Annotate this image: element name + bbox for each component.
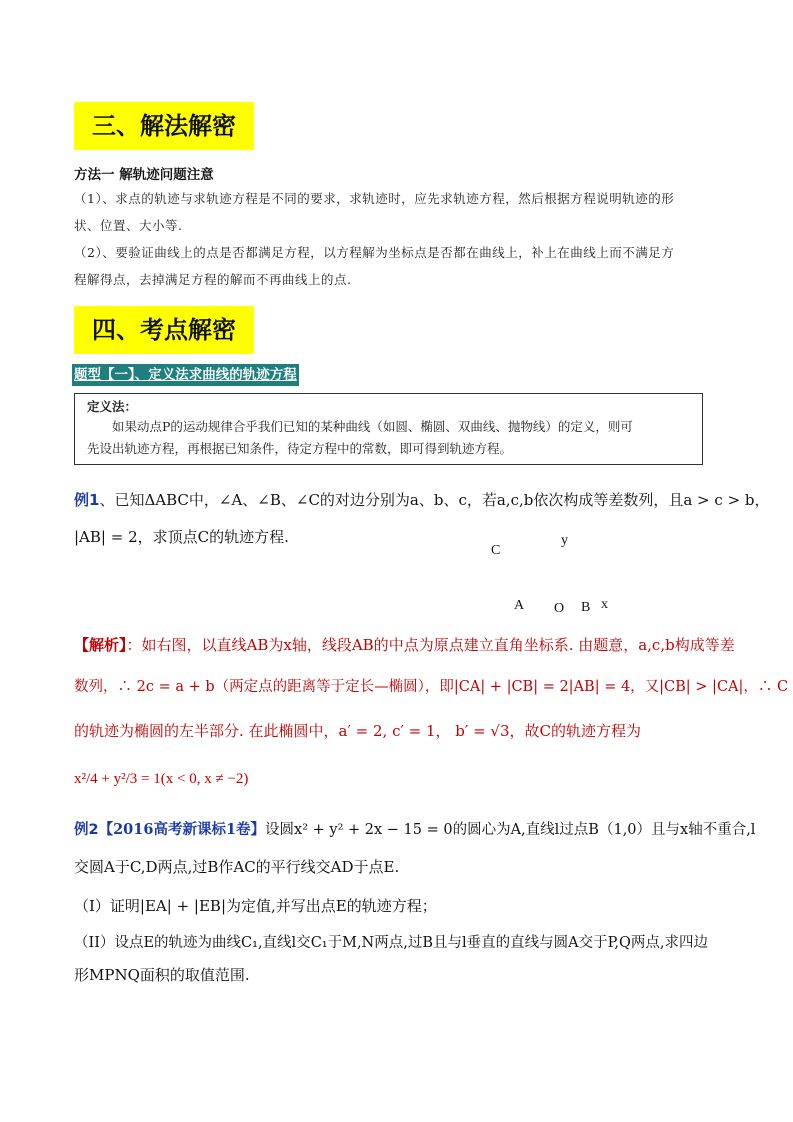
example2-line-1 [74,815,755,845]
section-heading-4 [74,306,254,354]
analysis1-text-1: ：如右图，以直线AB为x轴，线段AB的中点为原点建立直角坐标系. 由题意，a,c,b构成等差 [126,636,735,654]
example2-part2-line1: （II）设点E的轨迹为曲线C₁,直线l交C₁于M,N两点,过B且与l垂直的直线与圆A交于P,Q两点,求四边 [74,935,709,951]
definition-line-2: 先设出轨迹方程，再根据已知条件，待定方程中的常数，即可得到轨迹方程。 [87,441,513,456]
figure-label-o: O [554,601,565,616]
analysis1-formula: x²/4 + y²/3 = 1(x < 0, x ≠ −2) [74,771,249,787]
figure-label-x: x [601,597,608,612]
section-heading-3-text: 三、解法解密 [92,112,236,140]
example1-line-2: |AB| = 2，求顶点C的轨迹方程. [74,528,289,546]
figure-label-b: B [581,600,591,615]
analysis1-line-3: 的轨迹为椭圆的左半部分. 在此椭圆中，a′ = 2, c′ = 1， b′ = √3，故C的轨迹方程为 [74,722,641,740]
example1-label: 例1 [74,491,100,509]
section-heading-4-text: 四、考点解密 [92,316,236,344]
analysis1-line-1 [74,630,735,660]
example2-line-2: 交圆A于C,D两点,过B作AC的平行线交AD于点E. [74,858,400,876]
definition-line-1: 如果动点P的运动规律合乎我们已知的某种曲线（如圆、椭圆、双曲线、抛物线）的定义，则可 [112,419,633,434]
analysis1-line-2: 数列，∴ 2c = a + b（两定点的距离等于定长—椭圆），即|CA| + |CB| = 2|AB| = 4，又|CB| > |CA|，∴ C [74,679,789,695]
method-title: 方法一 解轨迹问题注意 [74,167,214,183]
figure-label-a: A [514,598,525,613]
method-line-1: （1）、求点的轨迹与求轨迹方程是不同的要求，求轨迹时，应先求轨迹方程，然后根据方程说明轨迹的形 [74,191,675,206]
method-line-3: （2）、要验证曲线上的点是否都满足方程，以方程解为坐标点是否都在曲线上，补上在曲线上而不满足方 [74,245,675,260]
section-heading-3 [74,102,254,150]
example2-text-1: 设圆x² + y² + 2x − 15 = 0的圆心为A,直线l过点B（1,0）且与x轴不重合,l [265,822,756,838]
example2-source: 【2016高考新课标1卷】 [98,821,266,838]
topic-tag: 题型【一】、定义法求曲线的轨迹方程 [72,364,299,386]
method-line-4: 程解得点，去掉满足方程的解而不再曲线上的点. [74,272,352,287]
definition-box [74,393,703,465]
example1-line-1 [74,485,770,515]
example2-part1: （I）证明|EA| + |EB|为定值,并写出点E的轨迹方程； [74,897,437,915]
figure-label-y: y [561,533,568,548]
definition-title: 定义法： [87,399,138,414]
figure-label-c: C [491,543,501,558]
example2-label: 例2 [74,822,99,838]
example1-text-1: 、已知ΔABC中，∠A、∠B、∠C的对边分别为a、b、c，若a,c,b依次构成等差数列，且a > c > b， [99,491,770,509]
method-line-2: 状、位置、大小等. [74,218,183,233]
analysis1-label: 【解析】 [74,636,127,654]
example2-part2-line2: 形MPNQ面积的取值范围. [74,966,250,984]
